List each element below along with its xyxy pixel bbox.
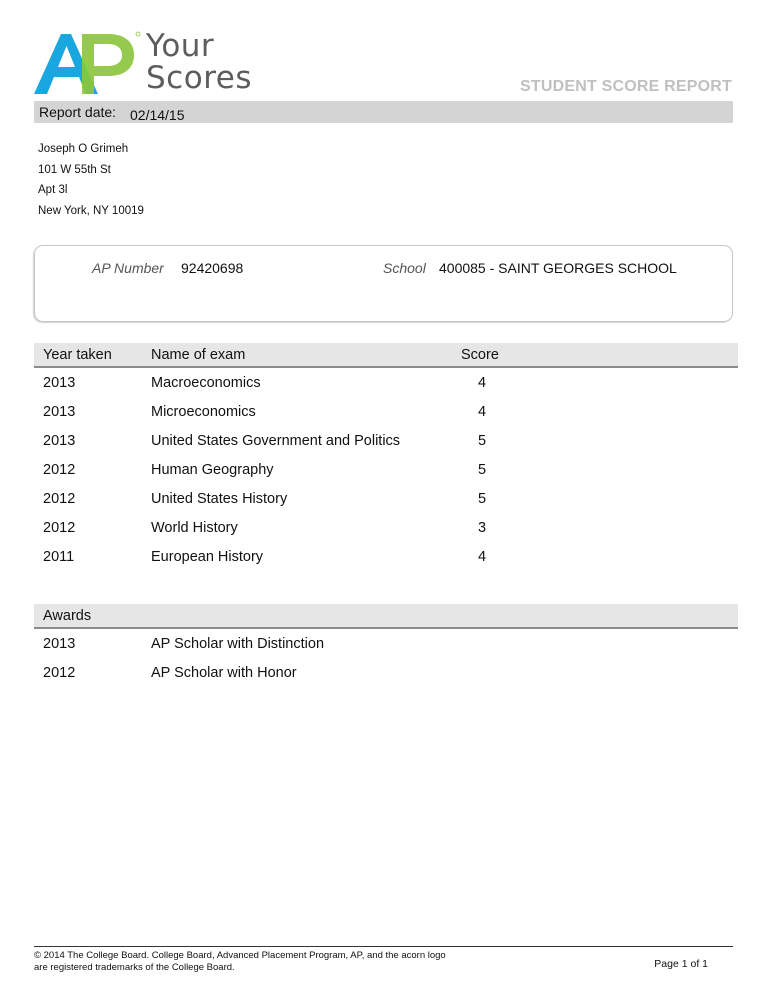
exam-score: 4 (478, 375, 487, 391)
exam-year: 2012 (43, 462, 76, 478)
exam-score: 5 (478, 462, 487, 478)
logo-word-scores: Scores (146, 60, 252, 96)
table-row (34, 491, 738, 520)
exam-year: 2013 (43, 433, 76, 449)
exam-year: 2012 (43, 520, 76, 536)
exam-score: 5 (478, 491, 487, 507)
table-row (34, 433, 738, 462)
award-year: 2013 (43, 636, 76, 652)
copyright-line-1: © 2014 The College Board. College Board, Advanced Placement Program, AP, and the acorn logo (34, 950, 446, 961)
exam-name: European History (151, 549, 264, 565)
report-date-label: Report date: (39, 104, 117, 120)
footer-divider (34, 946, 733, 947)
report-title: STUDENT SCORE REPORT (519, 78, 732, 95)
exam-name: Human Geography (151, 462, 274, 478)
award-name: AP Scholar with Distinction (151, 636, 325, 652)
student-info-box (34, 245, 733, 322)
table-row (34, 462, 738, 491)
ap-your-scores-logo (34, 30, 254, 96)
award-year: 2012 (43, 665, 76, 681)
exam-year: 2013 (43, 404, 76, 420)
school-value: 400085 - SAINT GEORGES SCHOOL (439, 260, 677, 276)
award-row (34, 636, 738, 665)
exam-score: 5 (478, 433, 487, 449)
report-date-bar (34, 101, 733, 123)
mailing-address (38, 139, 144, 221)
award-row (34, 665, 738, 694)
footer-copyright (34, 950, 504, 974)
ap-number-value: 92420698 (181, 260, 244, 276)
exam-year: 2013 (43, 375, 76, 391)
exam-name: Macroeconomics (151, 375, 261, 391)
copyright-line-2: are registered trademarks of the College Board. (34, 962, 235, 973)
address-city: New York, NY 10019 (38, 204, 144, 217)
awards-table-header (34, 604, 738, 629)
table-row (34, 404, 738, 433)
school-label: School (383, 260, 426, 276)
page-number: Page 1 of 1 (654, 958, 708, 970)
scores-table-header (34, 343, 738, 368)
exam-score: 3 (478, 520, 487, 536)
exam-name: United States History (151, 491, 288, 507)
student-name: Joseph O Grimeh (38, 143, 129, 155)
exam-name: Microeconomics (151, 404, 256, 420)
column-header-score: Score (461, 347, 499, 363)
address-line-1: 101 W 55th St (38, 163, 111, 176)
awards-header: Awards (43, 608, 92, 624)
exam-year: 2011 (43, 549, 75, 565)
registered-mark-icon (136, 32, 140, 36)
exam-score: 4 (478, 404, 487, 420)
table-row (34, 520, 738, 549)
award-name: AP Scholar with Honor (151, 665, 297, 681)
ap-logo-icon (34, 30, 144, 96)
logo-word-your: Your (146, 28, 215, 64)
exam-name: United States Government and Politics (151, 433, 401, 449)
ap-number-label: AP Number (92, 260, 164, 276)
report-date-value: 02/14/15 (130, 107, 185, 123)
exam-year: 2012 (43, 491, 76, 507)
exam-name: World History (151, 520, 238, 536)
exam-score: 4 (478, 549, 487, 565)
address-line-2: Apt 3l (38, 184, 68, 196)
table-row (34, 549, 738, 578)
logo-letter-p (82, 34, 134, 94)
column-header-year: Year taken (43, 347, 112, 363)
column-header-exam: Name of exam (151, 347, 246, 363)
table-row (34, 375, 738, 404)
